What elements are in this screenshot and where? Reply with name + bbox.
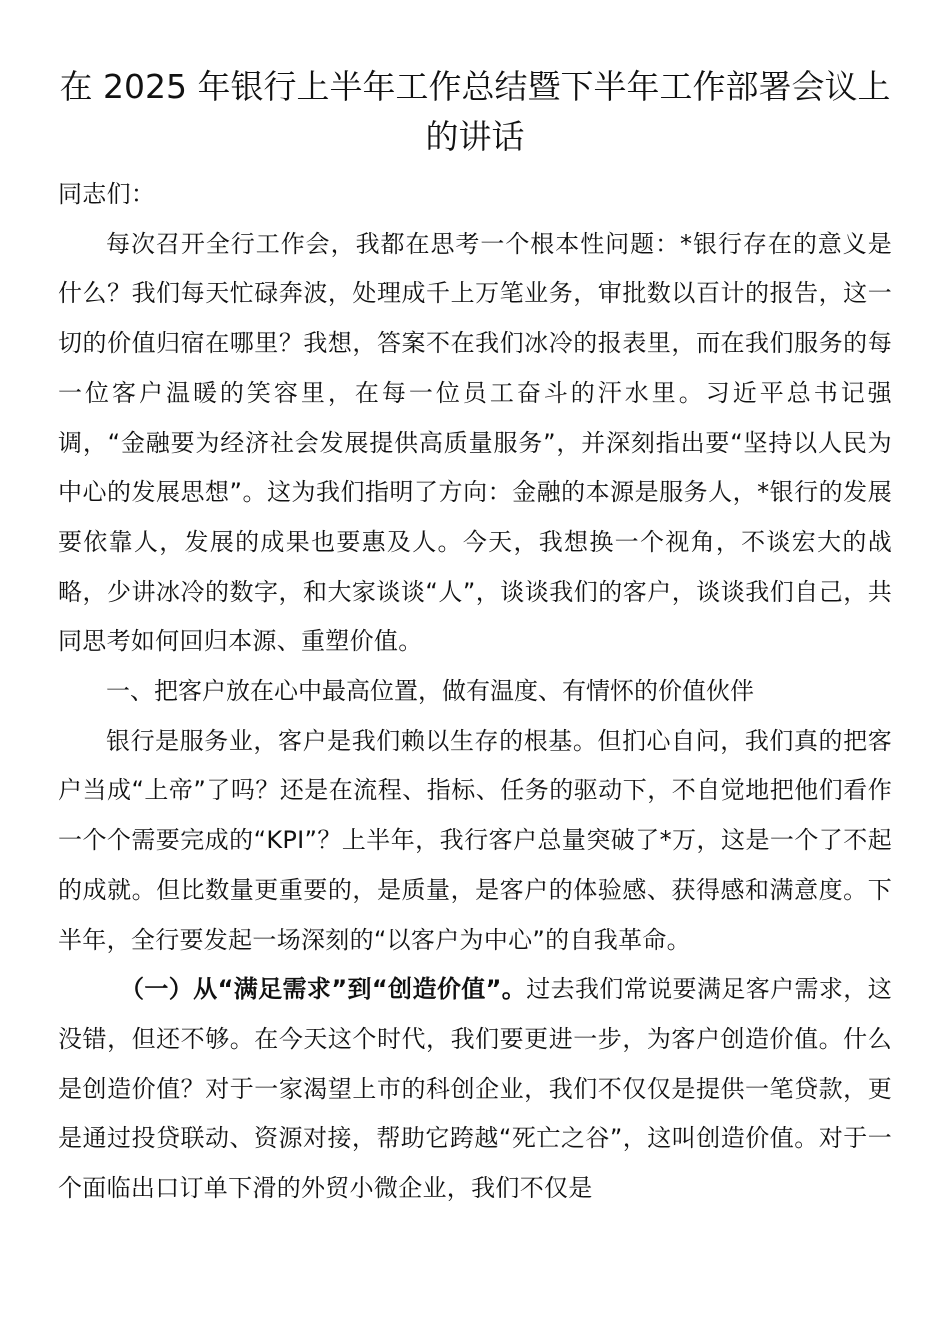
document-title: 在 2025 年银行上半年工作总结暨下半年工作部署会议上的讲话 — [59, 67, 891, 156]
subsection-1-text: 过去我们常说要满足客户需求，这没错，但还不够。在今天这个时代，我们要更进一步，为客户创造价值。什么是创造价值？对于一家渴望上市的科创企业，我们不仅仅是提供一笔贷款，更是通过投贷联动、资源对接，帮助它跨越“死亡之谷”，这叫创造价值。对于一个面临出口订单下滑的外贸小微企业，我们不仅是 — [58, 975, 892, 1203]
section-1-paragraph: 银行是服务业，客户是我们赖以生存的根基。但扪心自问，我们真的把客户当成“上帝”了吗？还是在流程、指标、任务的驱动下，不自觉地把他们看作一个个需要完成的“KPI”？上半年，我行客户总量突破了*万，这是一个了不起的成就。但比数量更重要的，是质量，是客户的体验感、获得感和满意度。下半年，全行要发起一场深刻的“以客户为中心”的自我革命。 — [58, 726, 892, 954]
section-heading-1: 一、把客户放在心中最高位置，做有温度、有情怀的价值伙伴 — [106, 677, 754, 706]
subsection-1-paragraph — [58, 965, 892, 1214]
intro-paragraph: 每次召开全行工作会，我都在思考一个根本性问题：*银行存在的意义是什么？我们每天忙碌奔波，处理成千上万笔业务，审批数以百计的报告，这一切的价值归宿在哪里？我想，答案不在我们冰冷的报表里，而在我们服务的每一位客户温暖的笑容里，在每一位员工奋斗的汗水里。习近平总书记强调，“金融要为经济社会发展提供高质量服务”，并深刻指出要“坚持以人民为中心的发展思想”。这为我们指明了方向：金融的本源是服务人，*银行的发展要依靠人，发展的成果也要惠及人。今天，我想换一个视角，不谈宏大的战略，少讲冰冷的数字，和大家谈谈“人”，谈谈我们的客户，谈谈我们自己，共同思考如何回归本源、重塑价值。 — [58, 229, 892, 656]
salutation: 同志们： — [58, 180, 156, 208]
subsection-heading-1: （一）从“满足需求”到“创造价值”。 — [120, 975, 527, 1004]
